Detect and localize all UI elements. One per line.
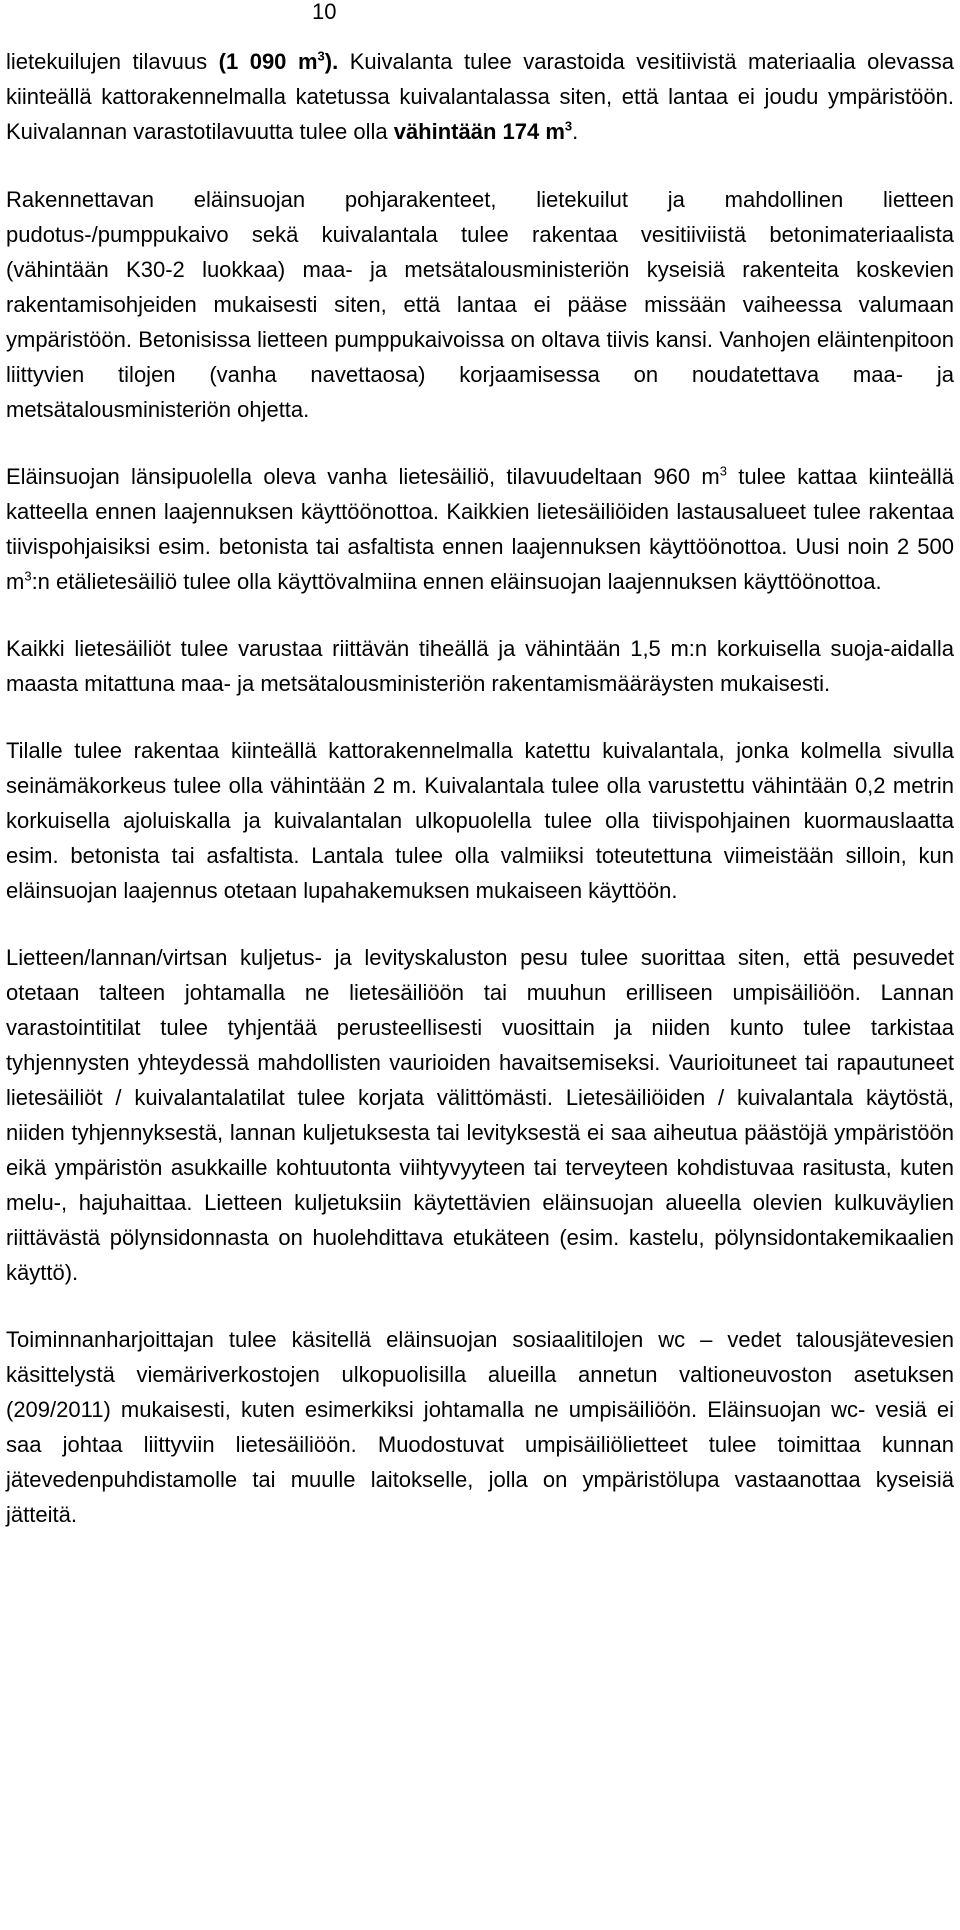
text-span: :n etälietesäiliö tulee olla käyttövalmiina ennen eläinsuojan laajennuksen käyttöönottoa. (31, 569, 882, 594)
document-body (6, 44, 954, 1564)
paragraph-structures: Rakennettavan eläinsuojan pohjarakenteet, lietekuilut ja mahdollinen lietteen pudotus-/pumppukaivo sekä kuivalantala tulee rakentaa vesitiiviistä betonimateriaalista (vähintään K30-2 luokkaa) maa- ja metsätalousministeriön kyseisiä rakenteita koskevien rakentamisohjeiden mukaisesti siten, että lantaa ei pääse missään vaiheessa valumaan ympäristöön. Betonisissa lietteen pumppukaivoissa on oltava tiivis kansi. Vanhojen eläintenpitoon liittyvien tilojen (vanha navettaosa) korjaamisessa on noudatettava maa- ja metsätalousministeriön ohjetta. (6, 187, 954, 422)
superscript: 3 (564, 118, 573, 134)
bold-text-end: ). (324, 49, 339, 74)
paragraph-storage-volumes (6, 44, 954, 149)
paragraph-dry-manure-storage: Tilalle tulee rakentaa kiinteällä kattorakennelmalla katettu kuivalantala, jonka kolmella sivulla seinämäkorkeus tulee olla vähintään 2 m. Kuivalantala tulee olla varustettu vähintään 0,2 metrin korkuisella ajoluiskalla ja kuivalantalan ulkopuolella tulee olla tiivispohjainen kuormauslaatta esim. betonista tai asfaltista. Lantala tulee olla valmiiksi toteutettuna viimeistään silloin, kun eläinsuojan laajennus otetaan lupahakemuksen mukaiseen käyttöön. (6, 738, 954, 903)
page-number: 10 (312, 0, 337, 24)
paragraph-old-tank (6, 459, 954, 599)
superscript: 3 (719, 463, 727, 479)
paragraph-wastewater: Toiminnanharjoittajan tulee käsitellä eläinsuojan sosiaalitilojen wc – vedet talousjätevesien käsittelystä viemäriverkostojen ulkopuolisilla alueilla annetun valtioneuvoston asetuksen (209/2011) mukaisesti, kuten esimerkiksi johtamalla ne umpisäiliöön. Eläinsuojan wc- vesiä ei saa johtaa liittyviin lietesäiliöön. Muodostuvat umpisäiliölietteet tulee toimittaa kunnan jätevedenpuhdistamolle tai muulle laitokselle, jolla on ympäristölupa vastaanottaa kyseisiä jätteitä. (6, 1327, 954, 1527)
paragraph-fencing: Kaikki lietesäiliöt tulee varustaa riittävän tiheällä ja vähintään 1,5 m:n korkuisella suoja-aidalla maasta mitattuna maa- ja metsätalousministeriön rakentamismääräysten mukaisesti. (6, 636, 954, 696)
text-span: tulee kattaa kiinteällä katteella ennen laajennuksen käyttöönottoa. Kaikkien lietesäiliöiden lastausalueet tulee rakentaa tiivispohjaisiksi esim. betonista tai asfaltista ennen laajennuksen käyttöönottoa. Uusi noin 2 500 m (6, 464, 954, 594)
text-span: . (572, 119, 579, 144)
text-span: lietekuilujen tilavuus (6, 49, 219, 74)
superscript: 3 (24, 568, 32, 584)
bold-text: (1 090 m (218, 49, 318, 74)
superscript: 3 (317, 48, 325, 64)
paragraph-washing-and-transport: Lietteen/lannan/virtsan kuljetus- ja levityskaluston pesu tulee suorittaa siten, että pesuvedet otetaan talteen johtamalla ne lietesäiliöön tai muuhun erilliseen umpisäiliöön. Lannan varastointitilat tulee tyhjentää perusteellisesti vuosittain ja niiden kunto tulee tarkistaa tyhjennysten yhteydessä mahdollisten vaurioiden havaitsemiseksi. Vaurioituneet tai rapautuneet lietesäiliöt / kuivalantalatilat tulee korjata välittömästi. Lietesäiliöiden / kuivalantala käytöstä, niiden tyhjennyksestä, lannan kuljetuksesta tai levityksestä ei saa aiheutua päästöjä ympäristöön eikä ympäristön asukkaille kohtuutonta viihtyvyyteen tai terveyteen kohdistuvaa rasitusta, kuten melu-, hajuhaittaa. Lietteen kuljetuksiin käytettävien eläinsuojan alueella olevien kulkuväylien riittävästä pölynsidonnasta on huolehdittava etukäteen (esim. kastelu, pölynsidontakemikaalien käyttö). (6, 945, 954, 1285)
bold-volume-lietekuilut (219, 49, 339, 74)
bold-text: vähintään 174 m (393, 119, 565, 144)
text-span: Eläinsuojan länsipuolella oleva vanha lietesäiliö, tilavuudeltaan 960 m (6, 464, 720, 489)
text-span: Kuivalanta tulee varastoida vesitiivistä materiaalia olevassa kiinteällä kattorakennelmalla katetussa kuivalantalassa siten, että lantaa ei joudu ympäristöön. Kuivalannan varastotilavuutta tulee olla (6, 49, 954, 144)
bold-volume-kuivalanta (394, 119, 572, 144)
